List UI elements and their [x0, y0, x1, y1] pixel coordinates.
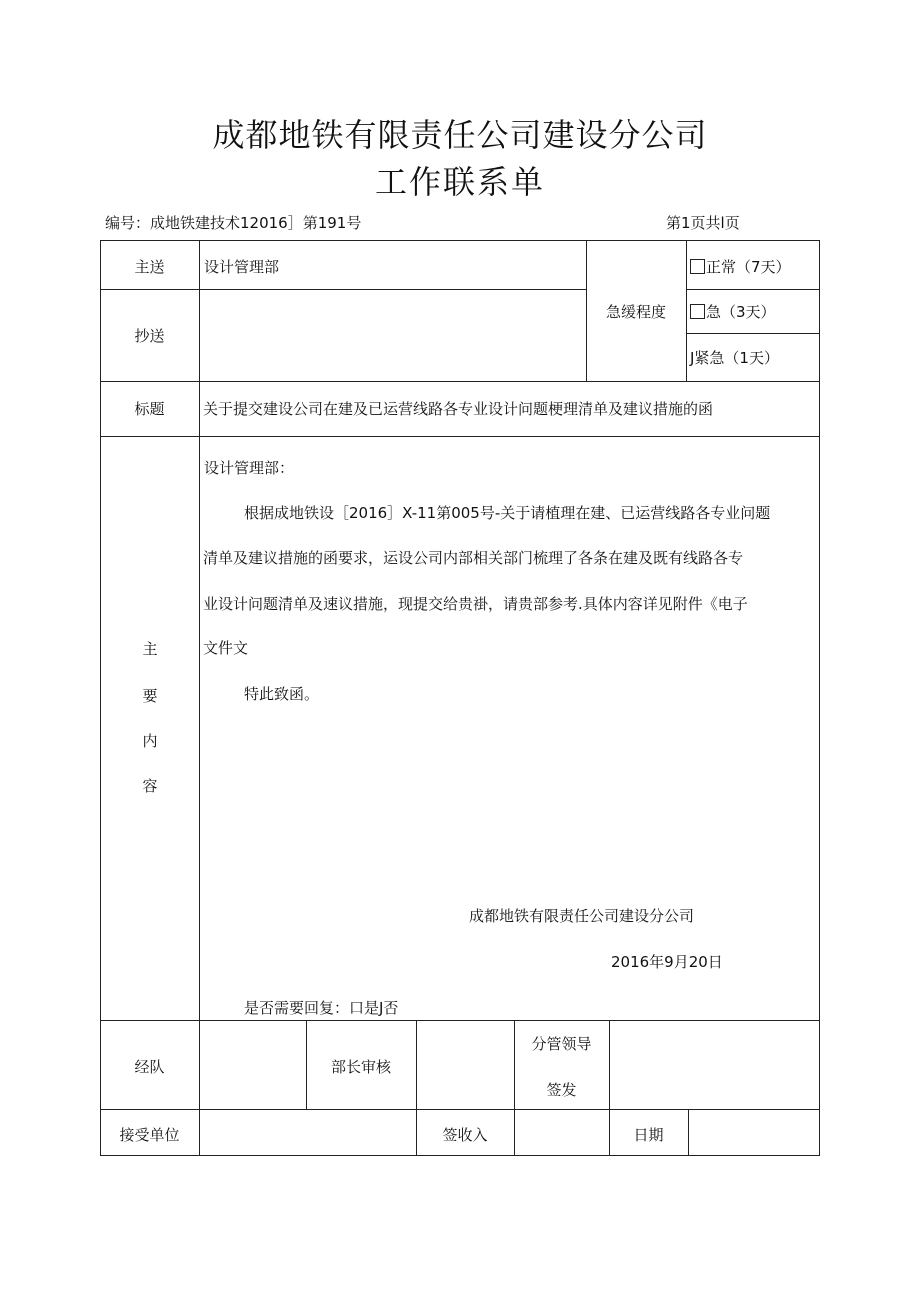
minister-review-label: 部长审核 [330, 1058, 391, 1076]
content-sender: 成都地铁有限责任公司建设分公司 [469, 907, 695, 925]
main-send-value[interactable]: 设计管理部 [204, 258, 280, 276]
row-divider [100, 289, 586, 290]
content-closing: 特此致函。 [244, 685, 320, 703]
row-divider [100, 436, 820, 437]
content-body-line: 清单及建议措施的函要求，运设公司内部相关部门梳理了各条在建及既有线路各专 [203, 549, 744, 567]
reply-needed[interactable]: 是否需要回复：口是J否 [244, 999, 399, 1017]
content-date: 2016年9月20日 [611, 953, 723, 971]
content-salutation: 设计管理部： [204, 459, 295, 477]
urgency-option-normal[interactable] [690, 256, 791, 277]
urgency-option-label: 正常（7天） [706, 258, 791, 276]
content-body-line: 业设计问题清单及速议措施，现提交给贵褂，请贵部参考.具体内容详见附件《电子 [203, 595, 748, 613]
date-label: 日期 [633, 1126, 664, 1144]
content-body-line: 文件文 [203, 639, 249, 657]
row-divider [100, 381, 820, 382]
document-subtitle: 工作联系单 [374, 163, 545, 201]
sign-label: 签收入 [442, 1126, 488, 1144]
col-divider [199, 1020, 200, 1156]
cc-label: 抄送 [134, 327, 165, 345]
checkbox-icon[interactable] [690, 304, 705, 319]
subject-label: 标题 [134, 400, 165, 418]
content-label-char: 主 [142, 640, 158, 658]
document-number: 编号：成地铁建技术12016］第191号 [105, 214, 362, 232]
checkbox-icon[interactable] [690, 259, 705, 274]
row-divider [100, 1109, 820, 1110]
col-divider [688, 1109, 689, 1156]
col-divider [199, 436, 200, 1020]
team-label: 经队 [134, 1058, 165, 1076]
row-divider [686, 289, 820, 290]
subject-value[interactable]: 关于提交建设公司在建及已运营线路各专业设计问题梗理清单及建议措施的函 [203, 400, 714, 418]
content-label-char: 内 [142, 732, 158, 750]
urgency-option-urgent[interactable] [690, 301, 776, 322]
col-divider [686, 240, 687, 381]
form-table [100, 240, 820, 1156]
content-body-line: 根据成地铁设［2016］X-11第005号-关于请植理在建、已运营线路各专业问题 [244, 504, 771, 522]
row-divider [100, 1020, 820, 1021]
urgency-label: 急缓程度 [605, 303, 666, 321]
urgency-option-critical[interactable]: J紧急（1天） [690, 349, 779, 367]
content-label-char: 容 [142, 777, 158, 795]
leader-sign-label-2: 签发 [546, 1081, 577, 1099]
leader-sign-label: 分管领导 [531, 1035, 592, 1053]
main-send-label: 主送 [134, 258, 165, 276]
page-info: 第1页共l页 [666, 214, 740, 232]
row-divider [686, 333, 820, 334]
receiver-label: 接受单位 [119, 1126, 180, 1144]
document-title: 成都地铁有限责任公司建设分公司 [212, 116, 708, 154]
urgency-option-label: 急（3天） [706, 303, 776, 321]
col-divider [199, 240, 200, 436]
content-label-char: 要 [142, 687, 158, 705]
